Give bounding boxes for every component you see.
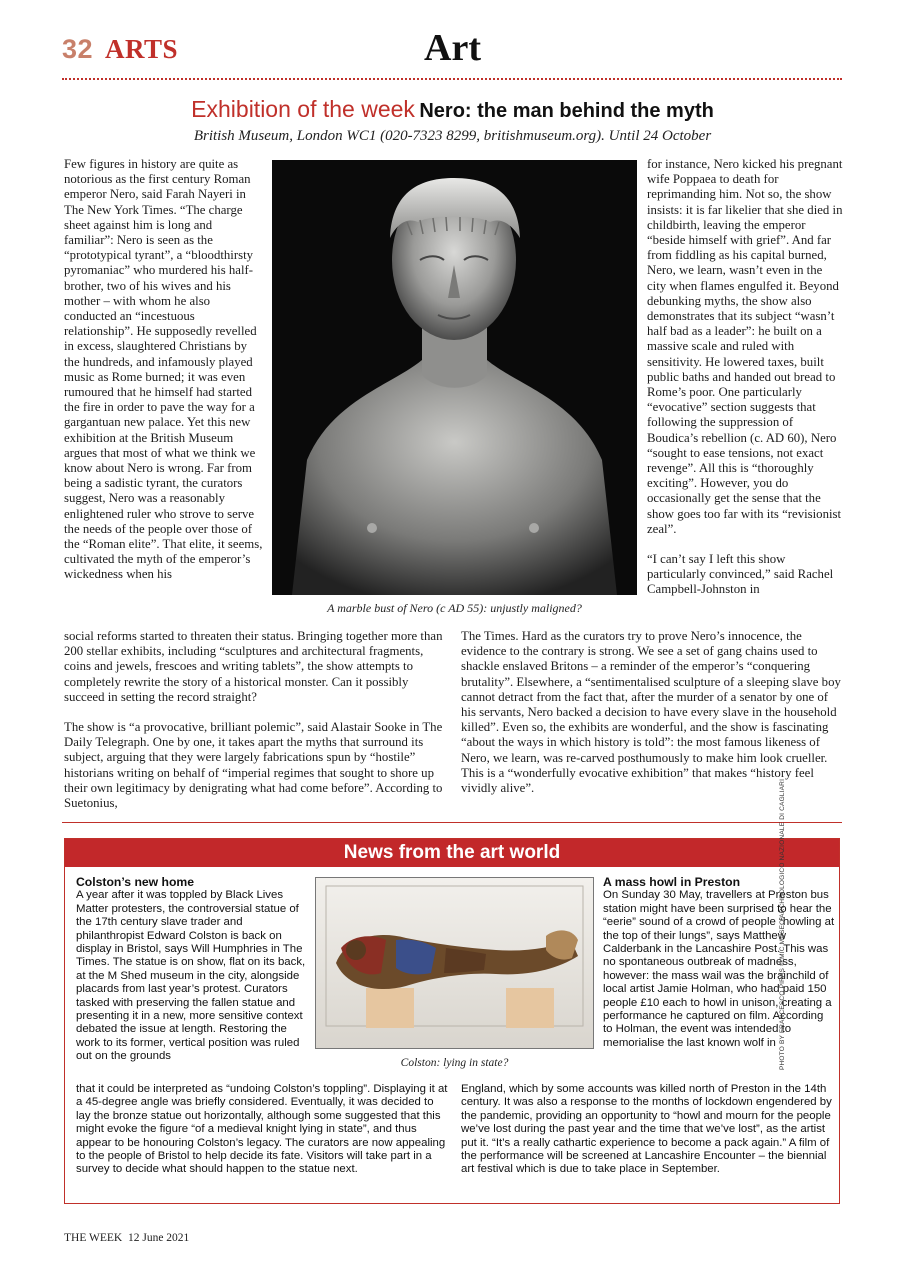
exhibition-label: Exhibition of the week bbox=[191, 96, 415, 122]
news-preston-column bbox=[603, 876, 835, 1050]
article-lower-right bbox=[461, 629, 844, 796]
section-label: ARTS bbox=[105, 34, 179, 64]
colston-statue-image bbox=[316, 878, 593, 1048]
article-paragraph: for instance, Nero kicked his pregnant wife Poppaea to death for reprimanding him. Not so, the show insists: it is far likelier that she died in childbirth, leaving the emperor “beside himself with grief”. And far from fiddling as his capital burned, Nero, we learn, wasn’t even in the city when flames engulfed it. Beyond debunking myths, the show also demonstrates that its subject “wasn’t half bad as a leader”: he built on a massive scale and ruled with sensitivity. He lowered taxes, built public baths and handed out bread to Rome’s poor. One particularly “evocative” section suggests that following the suppression of Boudica’s rebellion (c. AD 60), Nero “sought to ease tensions, not exact revenge”. All this is “thoroughly exciting”. However, you do occasionally get the sense that the show goes too far with its “revisionist zeal”. bbox=[647, 157, 843, 536]
article-headline bbox=[0, 96, 905, 123]
header-divider bbox=[62, 78, 842, 80]
nero-bust-photo bbox=[272, 160, 637, 595]
exhibition-venue: British Museum, London WC1 (020-7323 8299, britishmuseum.org). Until 24 October bbox=[193, 128, 712, 144]
article-title: Nero: the man behind the myth bbox=[419, 100, 714, 122]
colston-photo-caption: Colston: lying in state? bbox=[400, 1057, 509, 1069]
news-colston-continued bbox=[76, 1083, 448, 1177]
article-divider bbox=[62, 822, 842, 823]
news-banner: News from the art world bbox=[65, 839, 839, 867]
article-column-right bbox=[647, 157, 843, 598]
article-paragraph: The show is “a provocative, brilliant polemic”, said Alastair Sooke in The Daily Telegraph. One by one, it takes apart the myths that surround its subject, arguing that they were largely fabrications spun by “hostile” historians writing on behalf of “imperial regimes that sought to shore up their own legitimacy by denigrating what had come before”. According to Suetonius, bbox=[64, 720, 443, 811]
news-paragraph: On Sunday 30 May, travellers at Preston bus station might have been surprised to hear the “eerie” sound of a crowd of people “howling at the top of their lungs”, says Matthew Calderbank in the Lancashire Post. This was no spontaneous outbreak of madness, however: the mass wail was the brainchild of local artist Jamie Holman, who had paid 150 people £10 each to howl in unison, creating a performance he captured on film. According to Holman, the event was intended to memorialise the last known wolf in bbox=[603, 889, 835, 1049]
nero-bust-image bbox=[272, 160, 637, 595]
news-colston-column bbox=[76, 876, 310, 1064]
page-number: 32 bbox=[62, 34, 94, 64]
news-preston-continued bbox=[461, 1083, 835, 1177]
news-colston-heading: Colston’s new home bbox=[76, 875, 195, 889]
colston-statue-photo bbox=[315, 877, 594, 1049]
nero-photo-caption: A marble bust of Nero (c AD 55): unjustly maligned? bbox=[327, 601, 582, 615]
article-paragraph: social reforms started to threaten their status. Bringing together more than 200 stellar exhibits, including “sculptures and architectural fragments, coins and jewels, frescoes and writing tablets”, the show attempts to completely rewrite the story of a historical monster. Can it possibly succeed in setting the record straight? bbox=[64, 629, 443, 704]
photo-credit: PHOTO BY FRANCESCO PIRAS © MIC MUSEO ARCHEOLOGICO NAZIONALE DI CAGLIARI bbox=[779, 778, 786, 1070]
news-paragraph: A year after it was toppled by Black Lives Matter protesters, the controversial statue of the 17th century slave trader and philanthropist Edward Colston is back on display in Bristol, says Will Humphries in The Times. The statue is on show, flat on its back, at the M Shed museum in the city, alongside placards from last year’s protest. Curators tasked with preserving the fallen statue and presenting it in a new, more sensitive context debated the issue at length. Restoring the work to its former, vertical position was ruled out on the grounds bbox=[76, 889, 306, 1063]
article-paragraph: Few figures in history are quite as notorious as the first century Roman emperor Nero, said Farah Nayeri in The New York Times. “The charge sheet against him is long and familiar”: Nero is seen as the “prototypical tyrant”, a “bloodthirsty pyromaniac” who murdered his half-brother, two of his wives and his mother – with whom he also conducted an “incestuous relationship”. He supposedly revelled in excess, slaughtered Christians by the hundreds, and infamously played music as Rome burned; it was even rumoured that he himself had started the fire in order to pave the way for a gargantuan new palace. Yet this new exhibition at the British Museum argues that most of what we think we know about Nero is wrong. Far from being a sadistic tyrant, the curators suggest, Nero was a reasonably enlightened ruler who strove to serve the needs of the people over those of the “Roman elite”. That elite, it seems, cultivated the myth of the emperor’s wickedness when his bbox=[64, 157, 263, 582]
article-lower-left bbox=[64, 629, 451, 811]
article-column-left bbox=[64, 157, 264, 583]
article-paragraph: The Times. Hard as the curators try to prove Nero’s innocence, the evidence to the contrary is strong. We see a set of gang chains used to shackle enslaved Britons – a reminder of the emperor’s “conquering brutality”. Elsewhere, a “sentimentalised sculpture of a sleeping slave boy cannot detract from the fact that, after the murder of a senator by one of his servants, Nero backed a decision to have every slave in the household killed”. Even so, the exhibits are wonderful, and the show is fascinating “about the ways in which history is told”: the most famous likeness of Nero, we learn, was re-carved posthumously to make him look crueller. This is a “wonderfully evocative exhibition” that makes “history feel vividly alive”. bbox=[461, 629, 841, 796]
news-paragraph: England, which by some accounts was killed north of Preston in the 14th century. It was also a response to the months of lockdown engendered by the pandemic, providing an opportunity to “howl and mourn for the people we’ve lost during the past year and the time that we’ve lost”, as the artist put it. “It’s a really cathartic experience to become a pack again.” A film of the performance will be screened at Lancashire Encounter – the biennial art festival which is due to take place in September. bbox=[461, 1083, 832, 1176]
page-footer: THE WEEK 12 June 2021 bbox=[64, 1232, 190, 1244]
news-paragraph: that it could be interpreted as “undoing Colston’s toppling”. Displaying it at a 45-degree angle was briefly considered. Eventually, it was decided to lay the bronze statue out horizontally, although some suggested that this might evoke the figure “of a medieval knight lying in state”, and thus appear to be honouring Colston’s legacy. The curators are now appealing to the people of Bristol to help decide its fate. Visitors will take part in a survey to decide what should happen to the statue next. bbox=[76, 1083, 448, 1176]
article-paragraph: “I can’t say I left this show particularly convinced,” said Rachel Campbell-Johnston in bbox=[647, 552, 834, 597]
section-title: Art bbox=[424, 27, 481, 69]
news-preston-heading: A mass howl in Preston bbox=[603, 875, 741, 889]
